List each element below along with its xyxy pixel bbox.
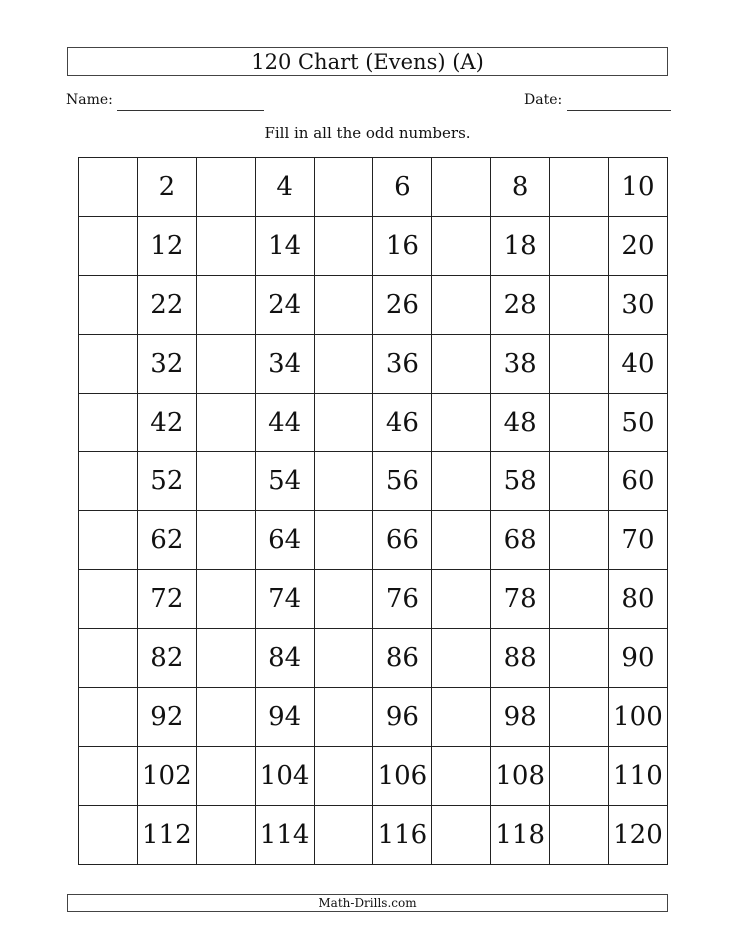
blank-cell[interactable] bbox=[432, 570, 491, 629]
blank-cell[interactable] bbox=[432, 805, 491, 864]
number-cell: 4 bbox=[255, 158, 314, 217]
blank-cell[interactable] bbox=[314, 452, 373, 511]
number-cell: 6 bbox=[373, 158, 432, 217]
number-chart-body bbox=[79, 158, 668, 865]
number-cell: 88 bbox=[491, 629, 550, 688]
chart-row bbox=[79, 805, 668, 864]
number-cell: 60 bbox=[609, 452, 668, 511]
number-cell: 106 bbox=[373, 746, 432, 805]
number-cell: 52 bbox=[137, 452, 196, 511]
blank-cell[interactable] bbox=[432, 158, 491, 217]
blank-cell[interactable] bbox=[196, 334, 255, 393]
blank-cell[interactable] bbox=[79, 805, 138, 864]
number-cell: 46 bbox=[373, 393, 432, 452]
number-cell: 22 bbox=[137, 275, 196, 334]
number-cell: 40 bbox=[609, 334, 668, 393]
blank-cell[interactable] bbox=[79, 216, 138, 275]
blank-cell[interactable] bbox=[196, 570, 255, 629]
number-cell: 80 bbox=[609, 570, 668, 629]
number-cell: 76 bbox=[373, 570, 432, 629]
blank-cell[interactable] bbox=[314, 275, 373, 334]
number-cell: 68 bbox=[491, 511, 550, 570]
chart-row bbox=[79, 511, 668, 570]
blank-cell[interactable] bbox=[550, 511, 609, 570]
name-line[interactable] bbox=[117, 110, 264, 111]
number-cell: 64 bbox=[255, 511, 314, 570]
blank-cell[interactable] bbox=[550, 688, 609, 747]
number-cell: 98 bbox=[491, 688, 550, 747]
blank-cell[interactable] bbox=[314, 805, 373, 864]
blank-cell[interactable] bbox=[550, 216, 609, 275]
blank-cell[interactable] bbox=[79, 511, 138, 570]
blank-cell[interactable] bbox=[432, 629, 491, 688]
number-cell: 38 bbox=[491, 334, 550, 393]
blank-cell[interactable] bbox=[196, 688, 255, 747]
name-label: Name: bbox=[66, 92, 113, 108]
blank-cell[interactable] bbox=[314, 158, 373, 217]
number-cell: 110 bbox=[609, 746, 668, 805]
chart-row bbox=[79, 158, 668, 217]
blank-cell[interactable] bbox=[79, 629, 138, 688]
number-cell: 42 bbox=[137, 393, 196, 452]
blank-cell[interactable] bbox=[432, 511, 491, 570]
number-cell: 82 bbox=[137, 629, 196, 688]
number-cell: 12 bbox=[137, 216, 196, 275]
blank-cell[interactable] bbox=[550, 746, 609, 805]
date-label: Date: bbox=[524, 92, 563, 108]
blank-cell[interactable] bbox=[432, 334, 491, 393]
number-cell: 56 bbox=[373, 452, 432, 511]
footer-credit: Math-Drills.com bbox=[67, 894, 668, 912]
blank-cell[interactable] bbox=[314, 746, 373, 805]
chart-row bbox=[79, 393, 668, 452]
number-cell: 114 bbox=[255, 805, 314, 864]
chart-row bbox=[79, 275, 668, 334]
number-cell: 74 bbox=[255, 570, 314, 629]
number-cell: 30 bbox=[609, 275, 668, 334]
number-cell: 108 bbox=[491, 746, 550, 805]
number-cell: 112 bbox=[137, 805, 196, 864]
blank-cell[interactable] bbox=[314, 629, 373, 688]
blank-cell[interactable] bbox=[196, 746, 255, 805]
number-cell: 14 bbox=[255, 216, 314, 275]
blank-cell[interactable] bbox=[550, 570, 609, 629]
number-chart bbox=[78, 157, 668, 865]
number-cell: 34 bbox=[255, 334, 314, 393]
blank-cell[interactable] bbox=[550, 629, 609, 688]
blank-cell[interactable] bbox=[550, 275, 609, 334]
blank-cell[interactable] bbox=[196, 158, 255, 217]
blank-cell[interactable] bbox=[550, 452, 609, 511]
number-cell: 36 bbox=[373, 334, 432, 393]
number-cell: 16 bbox=[373, 216, 432, 275]
blank-cell[interactable] bbox=[432, 275, 491, 334]
blank-cell[interactable] bbox=[79, 158, 138, 217]
blank-cell[interactable] bbox=[550, 158, 609, 217]
number-cell: 10 bbox=[609, 158, 668, 217]
number-cell: 92 bbox=[137, 688, 196, 747]
blank-cell[interactable] bbox=[314, 570, 373, 629]
number-cell: 66 bbox=[373, 511, 432, 570]
chart-row bbox=[79, 452, 668, 511]
blank-cell[interactable] bbox=[79, 688, 138, 747]
number-cell: 102 bbox=[137, 746, 196, 805]
blank-cell[interactable] bbox=[196, 511, 255, 570]
number-cell: 24 bbox=[255, 275, 314, 334]
blank-cell[interactable] bbox=[432, 452, 491, 511]
blank-cell[interactable] bbox=[550, 334, 609, 393]
number-cell: 26 bbox=[373, 275, 432, 334]
blank-cell[interactable] bbox=[314, 393, 373, 452]
number-cell: 70 bbox=[609, 511, 668, 570]
number-cell: 116 bbox=[373, 805, 432, 864]
number-cell: 72 bbox=[137, 570, 196, 629]
worksheet-title: 120 Chart (Evens) (A) bbox=[67, 47, 668, 76]
blank-cell[interactable] bbox=[550, 393, 609, 452]
instructions: Fill in all the odd numbers. bbox=[264, 124, 471, 142]
number-cell: 8 bbox=[491, 158, 550, 217]
blank-cell[interactable] bbox=[432, 746, 491, 805]
blank-cell[interactable] bbox=[196, 629, 255, 688]
number-cell: 20 bbox=[609, 216, 668, 275]
blank-cell[interactable] bbox=[79, 746, 138, 805]
number-cell: 44 bbox=[255, 393, 314, 452]
blank-cell[interactable] bbox=[196, 393, 255, 452]
number-cell: 48 bbox=[491, 393, 550, 452]
blank-cell[interactable] bbox=[79, 275, 138, 334]
chart-row bbox=[79, 216, 668, 275]
number-cell: 104 bbox=[255, 746, 314, 805]
number-cell: 120 bbox=[609, 805, 668, 864]
blank-cell[interactable] bbox=[314, 688, 373, 747]
chart-row bbox=[79, 570, 668, 629]
blank-cell[interactable] bbox=[314, 334, 373, 393]
number-cell: 2 bbox=[137, 158, 196, 217]
number-cell: 86 bbox=[373, 629, 432, 688]
number-cell: 96 bbox=[373, 688, 432, 747]
blank-cell[interactable] bbox=[79, 570, 138, 629]
number-cell: 62 bbox=[137, 511, 196, 570]
blank-cell[interactable] bbox=[432, 393, 491, 452]
blank-cell[interactable] bbox=[196, 452, 255, 511]
number-cell: 32 bbox=[137, 334, 196, 393]
blank-cell[interactable] bbox=[79, 393, 138, 452]
number-cell: 84 bbox=[255, 629, 314, 688]
chart-row bbox=[79, 334, 668, 393]
blank-cell[interactable] bbox=[432, 688, 491, 747]
chart-row bbox=[79, 629, 668, 688]
blank-cell[interactable] bbox=[79, 452, 138, 511]
blank-cell[interactable] bbox=[432, 216, 491, 275]
blank-cell[interactable] bbox=[196, 216, 255, 275]
number-cell: 118 bbox=[491, 805, 550, 864]
chart-row bbox=[79, 688, 668, 747]
blank-cell[interactable] bbox=[79, 334, 138, 393]
blank-cell[interactable] bbox=[314, 216, 373, 275]
blank-cell[interactable] bbox=[314, 511, 373, 570]
number-cell: 28 bbox=[491, 275, 550, 334]
number-cell: 100 bbox=[609, 688, 668, 747]
blank-cell[interactable] bbox=[196, 805, 255, 864]
number-cell: 90 bbox=[609, 629, 668, 688]
number-cell: 18 bbox=[491, 216, 550, 275]
number-cell: 58 bbox=[491, 452, 550, 511]
number-cell: 54 bbox=[255, 452, 314, 511]
number-cell: 50 bbox=[609, 393, 668, 452]
date-line[interactable] bbox=[567, 110, 671, 111]
blank-cell[interactable] bbox=[196, 275, 255, 334]
number-cell: 94 bbox=[255, 688, 314, 747]
blank-cell[interactable] bbox=[550, 805, 609, 864]
number-cell: 78 bbox=[491, 570, 550, 629]
chart-row bbox=[79, 746, 668, 805]
